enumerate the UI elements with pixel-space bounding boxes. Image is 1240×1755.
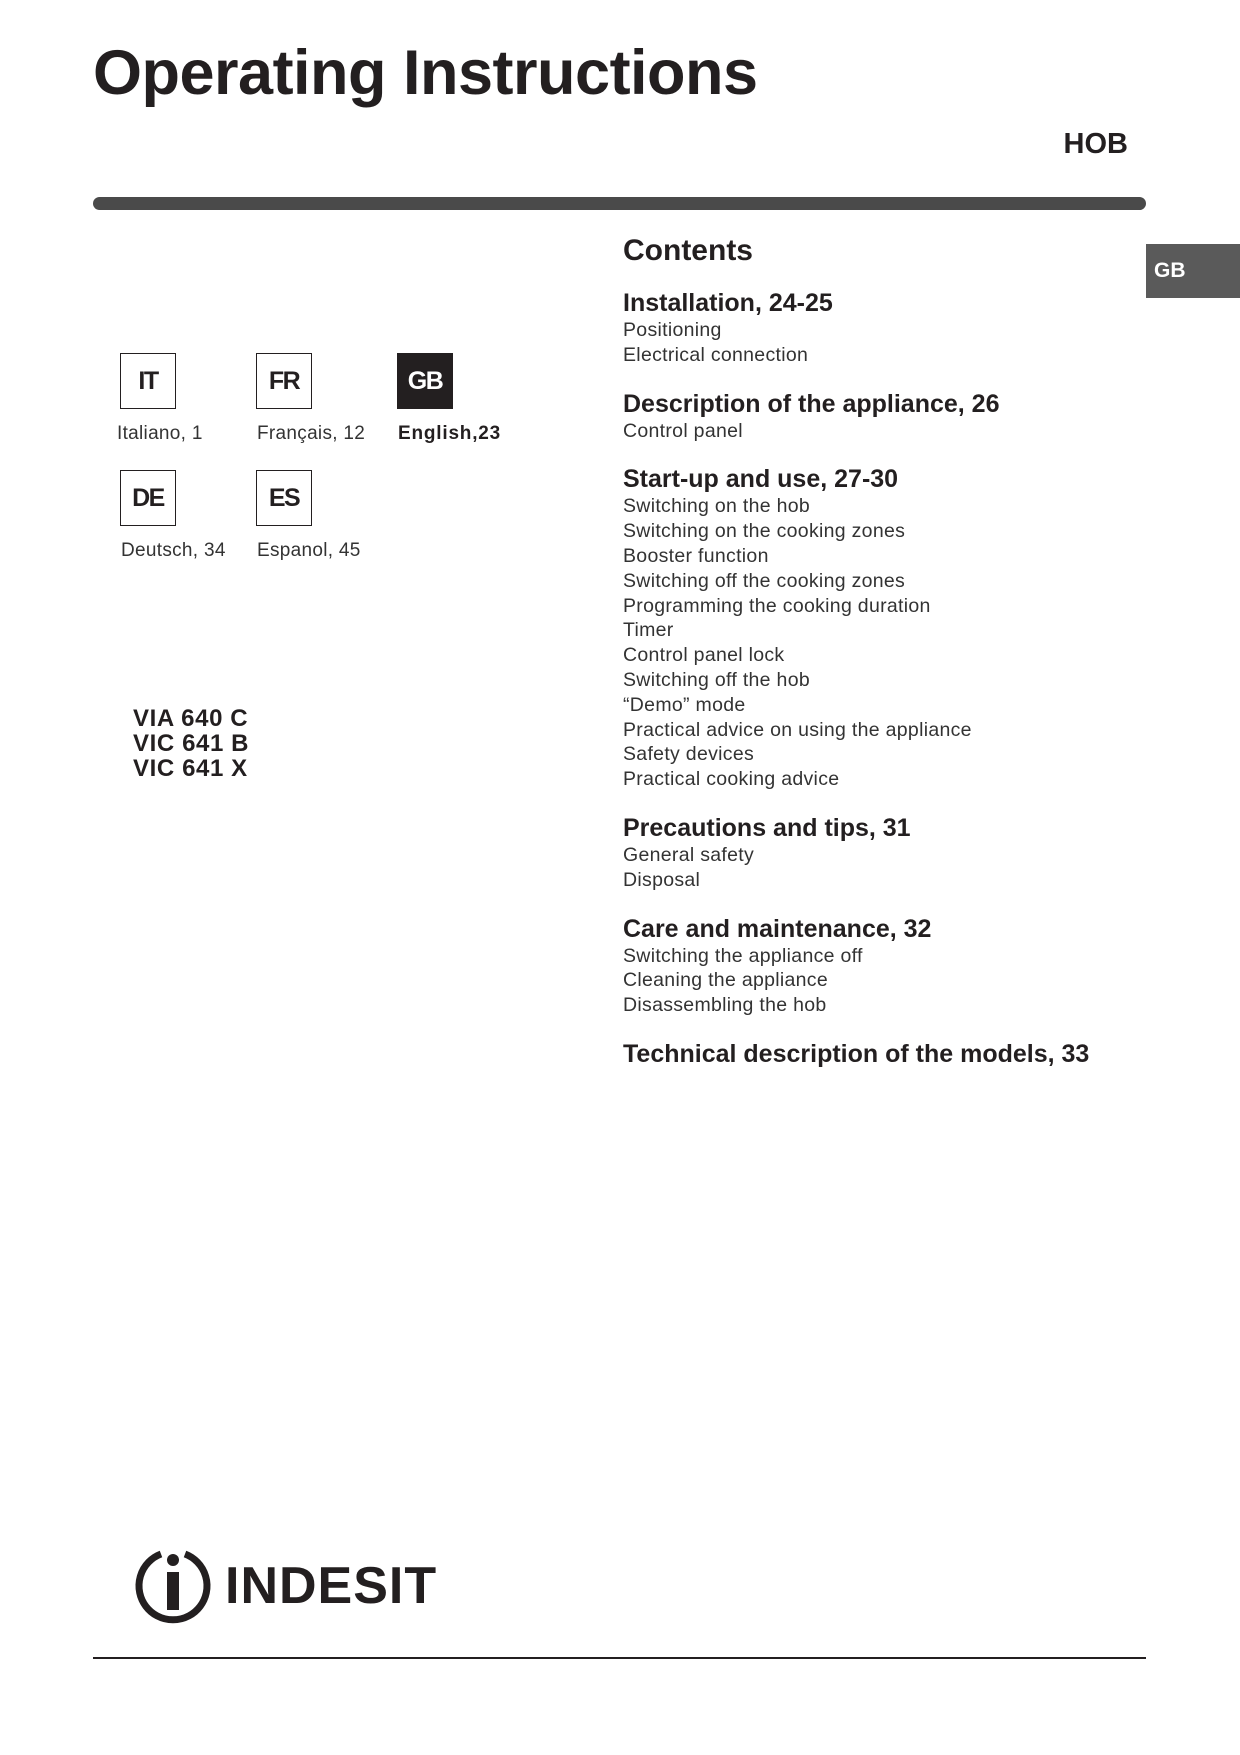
toc-section-title[interactable]: Care and maintenance, 32 bbox=[623, 914, 932, 943]
toc-item[interactable]: Booster function bbox=[623, 544, 769, 567]
toc-sections bbox=[623, 288, 1143, 1069]
toc-item[interactable]: Switching on the hob bbox=[623, 495, 811, 518]
language-code-box[interactable]: IT bbox=[120, 353, 176, 409]
model-list bbox=[133, 706, 249, 781]
toc-section-title[interactable]: Technical description of the models, 33 bbox=[623, 1039, 1090, 1068]
language-item-es[interactable] bbox=[256, 470, 361, 561]
toc-section bbox=[623, 464, 1143, 792]
toc-item[interactable]: Control panel bbox=[623, 419, 743, 442]
toc-item[interactable]: Timer bbox=[623, 619, 674, 642]
language-label: Espanol, 45 bbox=[257, 540, 361, 561]
toc-item-list bbox=[623, 419, 1143, 444]
toc-section-title[interactable]: Precautions and tips, 31 bbox=[623, 813, 911, 842]
toc-item[interactable]: Programming the cooking duration bbox=[623, 594, 931, 617]
brand-wordmark: INDESIT bbox=[225, 1557, 438, 1615]
toc-section bbox=[623, 1039, 1143, 1069]
toc-section-title[interactable]: Description of the appliance, 26 bbox=[623, 389, 1000, 418]
language-label: Italiano, 1 bbox=[117, 423, 203, 444]
toc-item[interactable]: Disassembling the hob bbox=[623, 994, 827, 1017]
info-circle-logo-icon bbox=[133, 1546, 213, 1626]
table-of-contents bbox=[623, 236, 1143, 1090]
toc-item[interactable]: Electrical connection bbox=[623, 343, 809, 366]
language-code-box[interactable]: FR bbox=[256, 353, 312, 409]
model-name: VIA 640 C bbox=[133, 705, 249, 732]
language-label-selected: English,23 bbox=[398, 423, 502, 444]
toc-item[interactable]: Control panel lock bbox=[623, 644, 785, 667]
model-name: VIC 641 X bbox=[133, 755, 248, 782]
toc-item[interactable]: Switching off the hob bbox=[623, 668, 810, 691]
toc-item[interactable]: Practical advice on using the appliance bbox=[623, 718, 972, 741]
toc-item[interactable]: Switching the appliance off bbox=[623, 944, 863, 967]
language-item-gb[interactable] bbox=[397, 353, 502, 444]
toc-section bbox=[623, 389, 1143, 444]
toc-item[interactable]: Positioning bbox=[623, 319, 722, 341]
header-divider bbox=[93, 197, 1146, 210]
language-code-box[interactable]: DE bbox=[120, 470, 176, 526]
language-code-box-selected[interactable]: GB bbox=[397, 353, 453, 409]
toc-item[interactable]: Cleaning the appliance bbox=[623, 969, 828, 992]
toc-item[interactable]: Safety devices bbox=[623, 743, 755, 766]
toc-item[interactable]: Switching off the cooking zones bbox=[623, 569, 906, 592]
toc-item[interactable]: Practical cooking advice bbox=[623, 768, 840, 791]
document-title: Operating Instructions bbox=[93, 38, 758, 108]
toc-item[interactable]: Switching on the cooking zones bbox=[623, 520, 906, 543]
language-label: Deutsch, 34 bbox=[121, 540, 226, 561]
toc-section bbox=[623, 914, 1143, 1018]
toc-item-list bbox=[623, 944, 1143, 1018]
toc-section-title[interactable]: Start-up and use, 27-30 bbox=[623, 465, 899, 494]
language-item-it[interactable] bbox=[117, 353, 203, 444]
language-label: Français, 12 bbox=[257, 423, 366, 444]
model-name: VIC 641 B bbox=[133, 730, 250, 757]
indesit-logo bbox=[133, 1546, 437, 1626]
toc-item[interactable]: “Demo” mode bbox=[623, 693, 746, 716]
toc-item[interactable]: General safety bbox=[623, 843, 755, 866]
toc-item-list bbox=[623, 318, 1143, 368]
language-side-tab[interactable]: GB bbox=[1146, 244, 1240, 298]
language-item-de[interactable] bbox=[120, 470, 226, 561]
toc-section bbox=[623, 813, 1143, 893]
toc-item[interactable]: Disposal bbox=[623, 868, 701, 891]
contents-heading: Contents bbox=[623, 234, 753, 267]
language-item-fr[interactable] bbox=[256, 353, 366, 444]
language-code-box[interactable]: ES bbox=[256, 470, 312, 526]
toc-item-list bbox=[623, 843, 1143, 893]
toc-item-list bbox=[623, 494, 1143, 792]
footer-divider bbox=[93, 1657, 1146, 1659]
toc-section-title[interactable]: Installation, 24-25 bbox=[623, 289, 833, 317]
toc-section bbox=[623, 288, 1143, 368]
product-type: HOB bbox=[1063, 128, 1128, 160]
